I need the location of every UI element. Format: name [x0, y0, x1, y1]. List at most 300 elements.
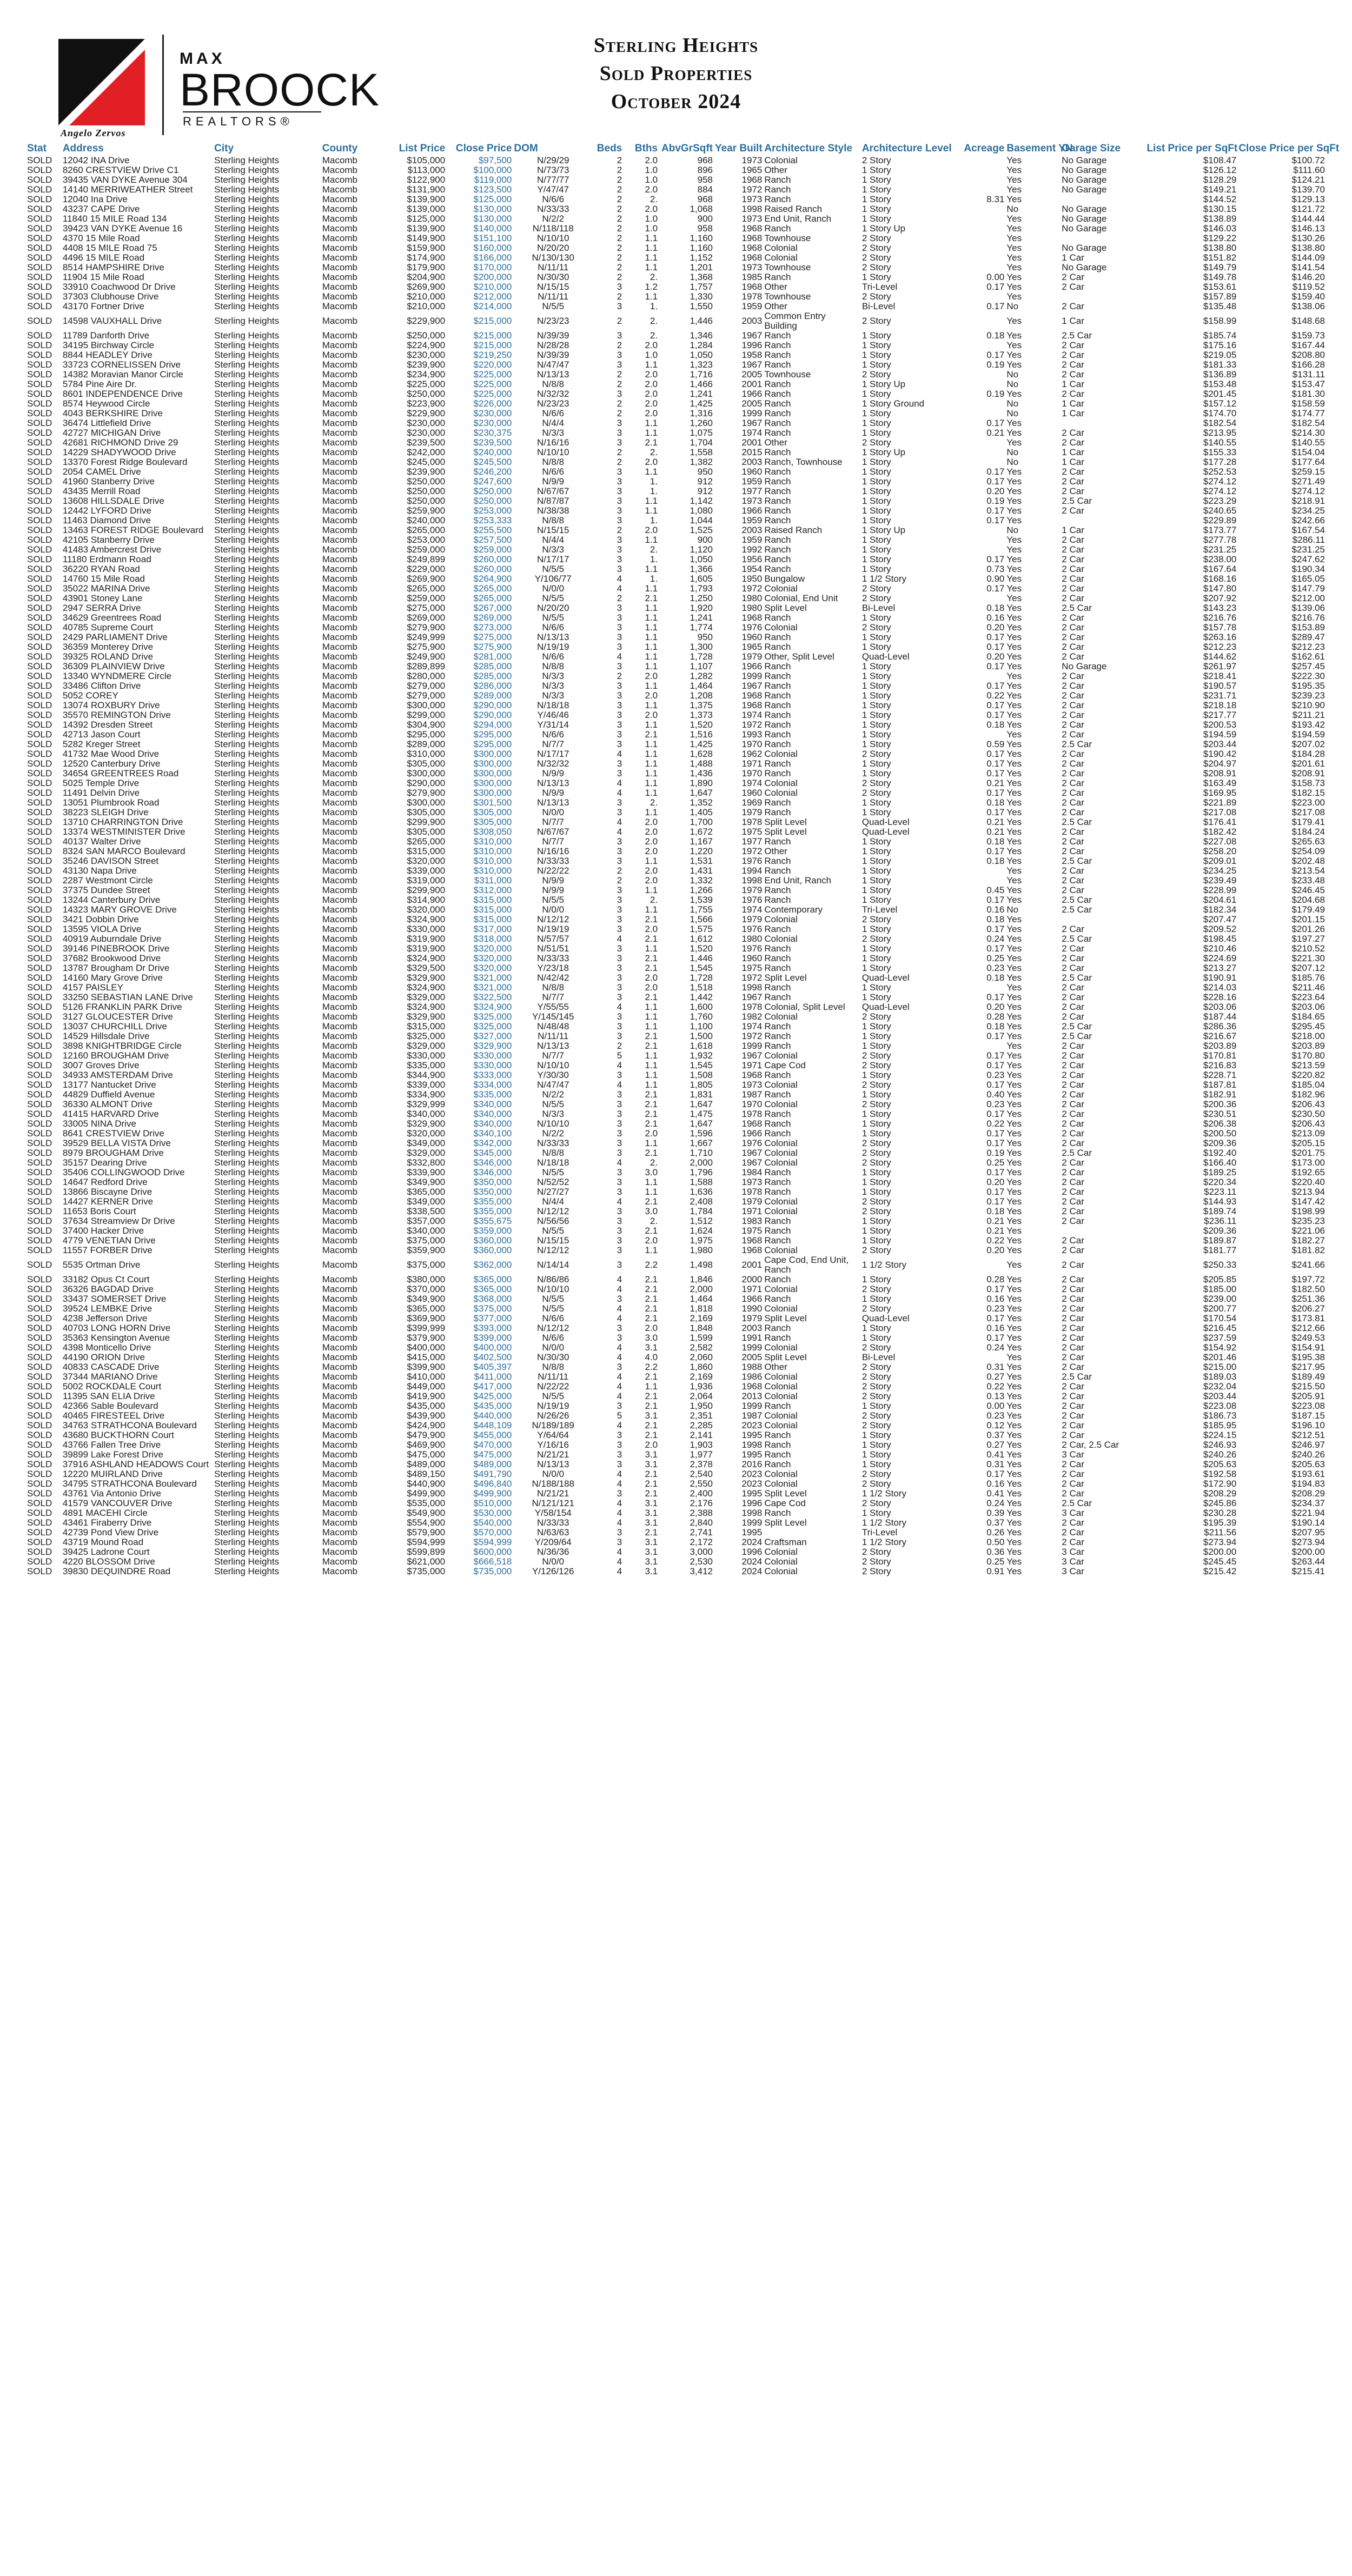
cell-city: Sterling Heights [214, 1011, 280, 1022]
table-row [26, 759, 1326, 769]
table-row [26, 1333, 1326, 1343]
cell-list-ppsf: $144.62 [1203, 651, 1237, 662]
cell-sqft: 2,064 [690, 1391, 713, 1401]
cell-beds: 2 [617, 252, 622, 263]
table-row [26, 1323, 1326, 1333]
cell-dom: N/6/6 [542, 1313, 565, 1323]
cell-list-ppsf: $155.33 [1203, 447, 1237, 457]
cell-year-built: 1999 [741, 1342, 763, 1353]
cell-acreage [962, 204, 1006, 214]
cell-list-price: $234,900 [407, 369, 446, 380]
cell-close-price: $510,000 [473, 1498, 512, 1508]
cell-beds: 3 [617, 1167, 622, 1177]
cell-arch-level: 1 Story [861, 1459, 891, 1469]
cell-year-built: 1995 [741, 1527, 763, 1537]
cell-stat: SOLD [27, 525, 52, 535]
cell-close-price: $285,000 [473, 671, 512, 681]
table-row [26, 1537, 1326, 1547]
cell-baths: 4.0 [645, 1352, 658, 1362]
table-row [26, 1051, 1326, 1061]
cell-acreage: 0.90 [986, 574, 1005, 584]
cell-county: Macomb [322, 515, 357, 525]
cell-close-price: $425,000 [473, 1391, 512, 1401]
cell-list-price: $249,900 [407, 651, 446, 662]
cell-baths: 2.1 [645, 934, 658, 944]
cell-dom: N/8/8 [542, 379, 565, 389]
cell-city: Sterling Heights [214, 316, 280, 326]
cell-year-built: 1954 [741, 564, 763, 574]
cell-acreage [962, 165, 1006, 175]
cell-dom: N/22/22 [536, 866, 569, 876]
cell-county: Macomb [322, 1089, 357, 1100]
cell-close-price: $246,200 [473, 467, 512, 477]
cell-acreage: 0.26 [986, 1527, 1005, 1537]
cell-arch-style: Other [764, 437, 787, 448]
cell-list-ppsf: $223.29 [1203, 496, 1237, 506]
cell-basement: Yes [1006, 252, 1022, 263]
cell-arch-style: Colonial [764, 1245, 798, 1255]
cell-close-ppsf: $221.06 [1291, 1226, 1325, 1236]
cell-list-ppsf: $261.97 [1203, 661, 1237, 671]
cell-acreage: 0.21 [986, 778, 1005, 788]
cell-county: Macomb [322, 1303, 357, 1314]
cell-city: Sterling Heights [214, 1206, 280, 1216]
cell-year-built: 1976 [741, 856, 763, 866]
cell-garage: 2.5 Car [1062, 973, 1092, 983]
cell-list-ppsf: $209.36 [1203, 1138, 1237, 1148]
cell-close-price: $330,000 [473, 1050, 512, 1061]
cell-beds: 4 [617, 1284, 622, 1294]
cell-acreage: 0.19 [986, 1148, 1005, 1158]
cell-close-ppsf: $146.13 [1291, 223, 1325, 234]
cell-close-ppsf: $212.66 [1291, 1323, 1325, 1333]
cell-close-ppsf: $162.61 [1291, 651, 1325, 662]
cell-beds: 3 [617, 690, 622, 701]
cell-sqft: 1,716 [690, 369, 713, 380]
cell-acreage: 0.45 [986, 885, 1005, 895]
cell-county: Macomb [322, 476, 357, 487]
cell-basement: Yes [1006, 866, 1022, 876]
cell-dom: N/32/32 [536, 389, 569, 399]
cell-close-ppsf: $166.28 [1291, 360, 1325, 370]
cell-acreage: 0.20 [986, 622, 1005, 633]
cell-stat: SOLD [27, 1177, 52, 1187]
cell-list-ppsf: $170.81 [1203, 1050, 1237, 1061]
cell-city: Sterling Heights [214, 1440, 280, 1450]
cell-county: Macomb [322, 437, 357, 448]
cell-acreage: 0.18 [986, 856, 1005, 866]
cell-baths: 2.1 [645, 1488, 658, 1499]
cell-city: Sterling Heights [214, 758, 280, 769]
cell-list-price: $479,900 [407, 1430, 446, 1440]
cell-list-price: $295,000 [407, 729, 446, 740]
cell-dom: N/4/4 [542, 1196, 565, 1207]
cell-list-ppsf: $208.91 [1203, 768, 1237, 778]
cell-arch-level: 2 Story [861, 778, 891, 788]
cell-stat: SOLD [27, 379, 52, 389]
cell-year-built: 1979 [741, 1313, 763, 1323]
cell-basement: Yes [1006, 1508, 1022, 1518]
cell-address: 42739 Pond View Drive [62, 1527, 159, 1537]
cell-acreage: 0.17 [986, 467, 1005, 477]
cell-address: 35570 REMINGTON Drive [62, 710, 171, 720]
cell-baths: 1.1 [645, 1245, 658, 1255]
cell-acreage: 0.17 [986, 1187, 1005, 1197]
cell-garage: 2 Car [1062, 1157, 1084, 1168]
cell-acreage: 0.50 [986, 1537, 1005, 1547]
cell-acreage: 0.17 [986, 700, 1005, 710]
cell-garage: 1 Car [1062, 398, 1084, 409]
cell-dom: N/11/11 [538, 1372, 569, 1382]
cell-year-built: 2000 [741, 1274, 763, 1284]
cell-address: 35363 Kensington Avenue [62, 1333, 170, 1343]
cell-acreage: 0.17 [986, 992, 1005, 1002]
cell-beds: 3 [617, 554, 622, 564]
cell-address: 42105 Stanberry Drive [62, 535, 155, 545]
cell-garage: 2 Car [1062, 535, 1084, 545]
cell-arch-level: 1 1/2 Story [861, 1260, 907, 1270]
cell-sqft: 900 [697, 214, 713, 224]
cell-sqft: 1,520 [690, 943, 713, 954]
cell-arch-level: 1 Story [861, 1449, 891, 1460]
cell-acreage: 0.27 [986, 1440, 1005, 1450]
cell-close-ppsf: $213.94 [1291, 1187, 1325, 1197]
cell-list-ppsf: $147.80 [1203, 583, 1237, 594]
cell-list-price: $159,900 [407, 243, 446, 253]
cell-city: Sterling Heights [214, 476, 280, 487]
cell-acreage: 0.37 [986, 1517, 1005, 1528]
cell-city: Sterling Heights [214, 1167, 280, 1177]
cell-list-ppsf: $187.44 [1203, 1011, 1237, 1022]
cell-beds: 3 [617, 681, 622, 691]
cell-arch-style: Ranch [764, 1021, 791, 1031]
table-row [26, 545, 1326, 555]
table-row [26, 1343, 1326, 1353]
cell-acreage: 0.19 [986, 389, 1005, 399]
cell-beds: 3 [617, 1187, 622, 1197]
cell-basement: Yes [1006, 389, 1022, 399]
brand-top: MAX [180, 50, 226, 68]
cell-close-ppsf: $197.27 [1291, 934, 1325, 944]
cell-list-price: $113,000 [407, 165, 446, 175]
cell-list-price: $239,900 [407, 360, 446, 370]
cell-baths: 2.0 [645, 389, 658, 399]
cell-garage: 2 Car [1062, 875, 1084, 886]
cell-arch-level: 1 Story [861, 350, 891, 360]
cell-sqft: 1,382 [690, 457, 713, 467]
cell-dom: N/2/2 [542, 1128, 565, 1139]
cell-baths: 2.0 [645, 875, 658, 886]
cell-address: 36309 PLAINVIEW Drive [62, 661, 165, 671]
cell-sqft: 1,050 [690, 554, 713, 564]
cell-beds: 3 [617, 389, 622, 399]
cell-basement: Yes [1006, 1372, 1022, 1382]
cell-basement: Yes [1006, 1089, 1022, 1100]
cell-beds: 3 [617, 856, 622, 866]
table-row [26, 1469, 1326, 1479]
cell-sqft: 1,284 [690, 340, 713, 350]
column-header-city: City [214, 143, 234, 154]
cell-close-price: $325,000 [473, 1021, 512, 1031]
cell-acreage: 0.17 [986, 282, 1005, 292]
cell-beds: 4 [617, 817, 622, 827]
cell-city: Sterling Heights [214, 1479, 280, 1489]
cell-list-ppsf: $177.28 [1203, 457, 1237, 467]
cell-sqft: 1,208 [690, 690, 713, 701]
cell-acreage [962, 214, 1006, 224]
cell-basement: Yes [1006, 1430, 1022, 1440]
cell-arch-level: 2 Story [861, 1080, 891, 1090]
cell-list-price: $329,900 [407, 1119, 446, 1129]
cell-garage: 2 Car [1062, 282, 1084, 292]
cell-close-price: $259,000 [473, 544, 512, 555]
cell-acreage: 0.24 [986, 1498, 1005, 1508]
cell-basement: Yes [1006, 700, 1022, 710]
cell-dom: N/17/17 [536, 554, 569, 564]
cell-county: Macomb [322, 1381, 357, 1392]
cell-close-ppsf: $213.09 [1291, 1128, 1325, 1139]
cell-year-built: 1978 [741, 1109, 763, 1119]
cell-garage: 2 Car [1062, 1080, 1084, 1090]
cell-arch-level: 2 Story [861, 1060, 891, 1070]
cell-basement: Yes [1006, 1148, 1022, 1158]
cell-list-ppsf: $274.12 [1203, 476, 1237, 487]
cell-acreage [962, 1041, 1006, 1051]
cell-garage [1061, 1226, 1145, 1236]
cell-year-built: 1982 [741, 1011, 763, 1022]
cell-beds: 3 [617, 797, 622, 808]
cell-year-built: 1974 [741, 904, 763, 915]
table-row [26, 915, 1326, 924]
cell-beds: 3 [617, 1430, 622, 1440]
cell-acreage: 0.20 [986, 486, 1005, 496]
cell-close-price: $230,000 [473, 408, 512, 418]
column-header-list-price: List Price [399, 143, 446, 154]
cell-basement: Yes [1006, 622, 1022, 633]
cell-year-built: 1974 [741, 1021, 763, 1031]
cell-close-price: $350,000 [473, 1177, 512, 1187]
cell-year-built: 1968 [741, 700, 763, 710]
cell-arch-style: Ranch [764, 1031, 791, 1041]
cell-beds: 4 [617, 1313, 622, 1323]
cell-acreage: 0.17 [986, 1196, 1005, 1207]
cell-address: 2054 CAMEL Drive [62, 467, 141, 477]
cell-close-price: $225,000 [473, 389, 512, 399]
cell-stat: SOLD [27, 330, 52, 341]
cell-sqft: 1,700 [690, 817, 713, 827]
cell-acreage: 0.18 [986, 797, 1005, 808]
cell-basement: Yes [1006, 155, 1022, 165]
cell-city: Sterling Heights [214, 447, 280, 457]
cell-acreage: 0.24 [986, 1342, 1005, 1353]
cell-address: 14140 MERRIWEATHER Street [62, 184, 193, 195]
cell-list-ppsf: $129.22 [1203, 233, 1237, 243]
column-header-arch-style: Architecture Style [764, 143, 852, 154]
cell-baths: 2.1 [645, 1391, 658, 1401]
cell-garage: 2 Car [1062, 1187, 1084, 1197]
cell-baths: 1.1 [645, 904, 658, 915]
cell-basement: Yes [1006, 1216, 1022, 1226]
cell-garage: 2 Car [1062, 982, 1084, 993]
table-row [26, 263, 1326, 272]
cell-garage: 2.5 Car [1062, 739, 1092, 749]
cell-garage: 2 Car [1062, 720, 1084, 730]
cell-arch-level: 1 Story [861, 632, 891, 642]
cell-city: Sterling Heights [214, 1187, 280, 1197]
cell-list-price: $344,900 [407, 1070, 446, 1080]
cell-arch-level: 1 Story [861, 554, 891, 564]
cell-year-built: 2003 [741, 316, 763, 326]
cell-baths: 1.1 [645, 291, 658, 302]
cell-list-price: $475,000 [407, 1449, 446, 1460]
cell-close-price: $540,000 [473, 1517, 512, 1528]
cell-garage: 2 Car, 2.5 Car [1062, 1440, 1119, 1450]
cell-address: 36474 Littlefield Drive [62, 418, 151, 428]
cell-beds: 2 [617, 316, 622, 326]
cell-close-ppsf: $220.82 [1291, 1070, 1325, 1080]
cell-city: Sterling Heights [214, 934, 280, 944]
cell-list-ppsf: $173.77 [1203, 525, 1237, 535]
table-row [26, 1508, 1326, 1518]
cell-garage: 2 Car [1062, 1323, 1084, 1333]
cell-close-ppsf: $206.43 [1291, 1119, 1325, 1129]
cell-beds: 2 [617, 204, 622, 214]
cell-address: 14160 Mary Grove Drive [62, 973, 163, 983]
column-header-year-built: Year Built [715, 143, 763, 154]
cell-list-price: $314,900 [407, 895, 446, 905]
cell-beds: 4 [617, 1080, 622, 1090]
cell-county: Macomb [322, 690, 357, 701]
cell-county: Macomb [322, 184, 357, 195]
cell-basement: Yes [1006, 593, 1022, 603]
cell-arch-level: 2 Story [861, 1372, 891, 1382]
cell-baths: 1.1 [645, 700, 658, 710]
cell-basement: Yes [1006, 953, 1022, 963]
cell-acreage: 0.17 [986, 515, 1005, 525]
cell-basement: Yes [1006, 1517, 1022, 1528]
cell-city: Sterling Heights [214, 749, 280, 759]
cell-close-price: $301,500 [473, 797, 512, 808]
cell-garage: 2 Car [1062, 788, 1084, 798]
cell-acreage: 0.17 [986, 505, 1005, 516]
cell-acreage: 0.18 [986, 836, 1005, 847]
cell-county: Macomb [322, 418, 357, 428]
cell-close-price: $140,000 [473, 223, 512, 234]
cell-garage: 2.5 Car [1062, 603, 1092, 613]
cell-close-price: $305,000 [473, 807, 512, 817]
cell-address: 42681 RICHMOND Drive 29 [62, 437, 178, 448]
cell-arch-style: Bungalow [764, 574, 805, 584]
cell-close-ppsf: $223.08 [1291, 1401, 1325, 1411]
cell-close-price: $290,000 [473, 710, 512, 720]
cell-address: 13244 Canterbury Drive [62, 895, 161, 905]
cell-close-ppsf: $207.12 [1291, 963, 1325, 973]
cell-close-ppsf: $170.80 [1291, 1050, 1325, 1061]
cell-dom: N/5/5 [542, 564, 565, 574]
cell-beds: 4 [617, 1372, 622, 1382]
cell-list-price: $621,000 [407, 1556, 446, 1567]
cell-close-ppsf: $147.79 [1291, 583, 1325, 594]
table-row [26, 185, 1326, 195]
cell-dom: N/5/5 [542, 1303, 565, 1314]
cell-stat: SOLD [27, 1391, 52, 1401]
cell-acreage: 0.17 [986, 583, 1005, 594]
cell-city: Sterling Heights [214, 515, 280, 525]
cell-city: Sterling Heights [214, 1508, 280, 1518]
cell-year-built: 1973 [741, 1177, 763, 1187]
cell-beds: 2 [617, 369, 622, 380]
cell-city: Sterling Heights [214, 233, 280, 243]
cell-close-ppsf: $187.15 [1291, 1410, 1325, 1421]
cell-arch-level: 2 Story [861, 622, 891, 633]
cell-acreage [962, 671, 1006, 681]
cell-arch-style: Ranch [764, 1401, 791, 1411]
cell-dom: N/6/6 [542, 729, 565, 740]
cell-arch-level: 1 Story [861, 1333, 891, 1343]
cell-list-price: $329,000 [407, 992, 446, 1002]
table-row [26, 467, 1326, 477]
cell-list-price: $239,900 [407, 467, 446, 477]
cell-stat: SOLD [27, 817, 52, 827]
cell-acreage: 0.17 [986, 943, 1005, 954]
cell-stat: SOLD [27, 340, 52, 350]
table-row [26, 253, 1326, 263]
table-row [26, 963, 1326, 973]
cell-list-ppsf: $169.95 [1203, 788, 1237, 798]
cell-basement: Yes [1006, 1109, 1022, 1119]
cell-county: Macomb [322, 155, 357, 165]
cell-list-price: $340,000 [407, 1109, 446, 1119]
cell-address: 2429 PARLIAMENT Drive [62, 632, 168, 642]
cell-acreage: 0.00 [986, 1401, 1005, 1411]
cell-sqft: 1,260 [690, 418, 713, 428]
cell-year-built: 1977 [741, 836, 763, 847]
cell-close-ppsf: $263.44 [1291, 1556, 1325, 1567]
cell-basement: Yes [1006, 574, 1022, 584]
cell-arch-style: Ranch [764, 642, 791, 652]
cell-beds: 2 [617, 233, 622, 243]
table-row [26, 234, 1326, 243]
cell-list-price: $489,000 [407, 1459, 446, 1469]
cell-close-ppsf: $158.73 [1291, 778, 1325, 788]
cell-year-built: 1974 [741, 778, 763, 788]
table-row [26, 428, 1326, 438]
cell-basement: Yes [1006, 194, 1022, 204]
table-row [26, 1430, 1326, 1440]
cell-sqft: 1,784 [690, 1206, 713, 1216]
cell-beds: 4 [617, 749, 622, 759]
cell-arch-style: Ranch [764, 496, 791, 506]
cell-baths: 2.1 [645, 1119, 658, 1129]
cell-acreage: 0.00 [986, 272, 1005, 282]
cell-arch-level: Quad-Level [861, 817, 910, 827]
cell-stat: SOLD [27, 360, 52, 370]
cell-basement: Yes [1006, 1157, 1022, 1168]
cell-list-ppsf: $143.23 [1203, 603, 1237, 613]
cell-sqft: 968 [697, 194, 713, 204]
cell-close-ppsf: $129.13 [1291, 194, 1325, 204]
cell-county: Macomb [322, 243, 357, 253]
cell-beds: 3 [617, 1488, 622, 1499]
cell-list-price: $304,900 [407, 720, 446, 730]
cell-dom: N/4/4 [542, 535, 565, 545]
cell-city: Sterling Heights [214, 895, 280, 905]
cell-list-ppsf: $201.46 [1203, 1352, 1237, 1362]
cell-garage: 2 Car [1062, 1089, 1084, 1100]
cell-list-ppsf: $208.29 [1203, 1488, 1237, 1499]
cell-baths: 1.1 [645, 603, 658, 613]
cell-year-built: 1965 [741, 165, 763, 175]
